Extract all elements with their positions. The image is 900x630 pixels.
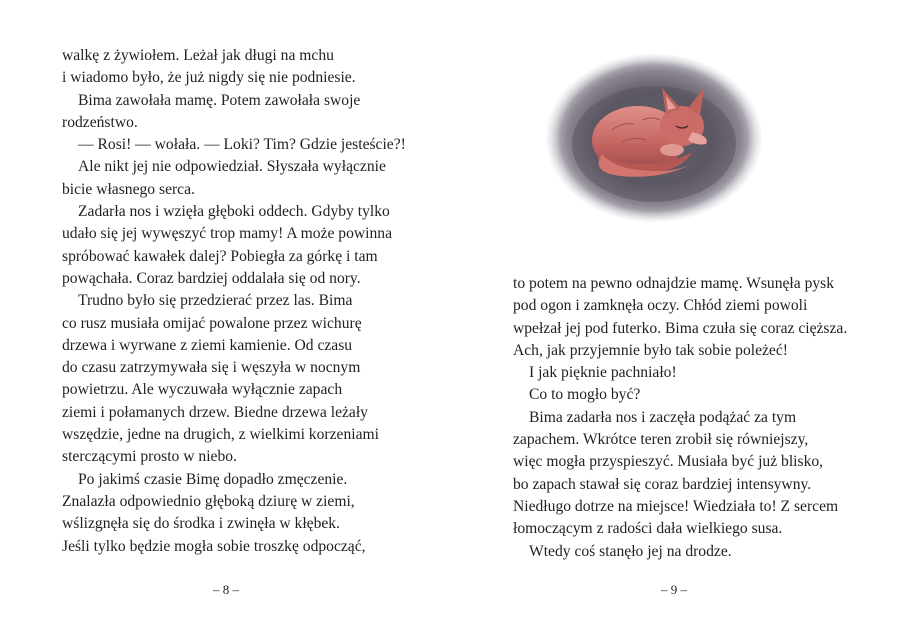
text-line: drzewa i wyrwane z ziemi kamienie. Od czasu: [62, 336, 353, 354]
text-line: więc mogła przyspieszyć. Musiała być już blisko,: [513, 453, 824, 471]
text-line: Ale nikt jej nie odpowiedział. Słyszała wyłącznie: [78, 158, 386, 176]
text-line: bo zapach stawał się coraz bardziej intensywny.: [513, 475, 812, 493]
text-line: Ach, jak przyjemnie było tak sobie poleżeć!: [513, 341, 788, 359]
text-line: rodzeństwo.: [62, 113, 138, 131]
text-line: Zadarła nos i wzięła głęboki oddech. Gdyby tylko: [78, 203, 390, 221]
text-line: łomoczącym z radości dała wielkiego susa.: [513, 520, 783, 538]
text-line: to potem na pewno odnajdzie mamę. Wsunęła pysk: [513, 275, 835, 292]
text-line: wślizgnęła się do środka i zwinęła w kłębek.: [62, 515, 341, 533]
left-page-text: [62, 45, 406, 558]
text-line: wpełzał jej pod futerko. Bima czuła się coraz cięższa.: [513, 319, 848, 337]
text-line: Znalazła odpowiednio głęboką dziurę w ziemi,: [62, 492, 355, 510]
text-line: powietrzu. Ale wyczuwała wyłącznie zapach: [62, 381, 343, 399]
page-number-left: – 8 –: [213, 582, 239, 597]
text-line: — Rosi! — wołała. — Loki? Tim? Gdzie jesteście?!: [78, 136, 406, 154]
right-page: [450, 0, 900, 630]
text-line: Co to mogło być?: [529, 386, 641, 404]
text-line: I jak pięknie pachniało!: [529, 364, 677, 382]
text-line: Trudno było się przedzierać przez las. Bima: [78, 292, 353, 310]
text-line: zapachem. Wkrótce teren zrobił się równiejszy,: [513, 431, 809, 449]
text-line: Po jakimś czasie Bimę dopadło zmęczenie.: [78, 470, 348, 488]
text-line: co rusz musiała omijać powalone przez wichurę: [62, 314, 362, 332]
text-line: walkę z żywiołem. Leżał jak długi na mchu: [62, 47, 334, 64]
text-line: Bima zadarła nos i zaczęła podążać za tym: [529, 408, 797, 426]
sleeping-fox-illustration: [542, 52, 766, 224]
page-number-right: – 9 –: [661, 582, 687, 597]
text-line: pod ogon i zamknęła oczy. Chłód ziemi powoli: [513, 297, 808, 315]
text-line: udało się jej wywęszyć trop mamy! A może powinna: [62, 225, 392, 243]
text-line: Wtedy coś stanęło jej na drodze.: [529, 542, 732, 560]
text-line: wszędzie, jedne na drugich, z wielkimi korzeniami: [62, 426, 379, 444]
text-line: Bima zawołała mamę. Potem zawołała swoje: [78, 91, 361, 109]
fox-in-burrow-drawing: [542, 52, 766, 224]
text-line: do czasu zatrzymywała się i węszyła w nocnym: [62, 359, 361, 377]
text-line: sterczącymi prosto w niebo.: [62, 448, 237, 466]
right-page-text: [513, 273, 847, 563]
text-line: ziemi i połamanych drzew. Biedne drzewa leżały: [62, 403, 368, 421]
text-line: Jeśli tylko będzie mogła sobie troszkę odpocząć,: [62, 537, 366, 555]
text-line: powąchała. Coraz bardziej oddalała się od nory.: [62, 269, 361, 287]
text-line: bicie własnego serca.: [62, 180, 195, 198]
text-line: Niedługo dotrze na miejsce! Wiedziała to! Z sercem: [513, 497, 839, 515]
text-line: i wiadomo było, że już nigdy się nie podniesie.: [62, 69, 356, 87]
text-line: spróbować kawałek dalej? Pobiegła za górkę i tam: [62, 247, 378, 265]
